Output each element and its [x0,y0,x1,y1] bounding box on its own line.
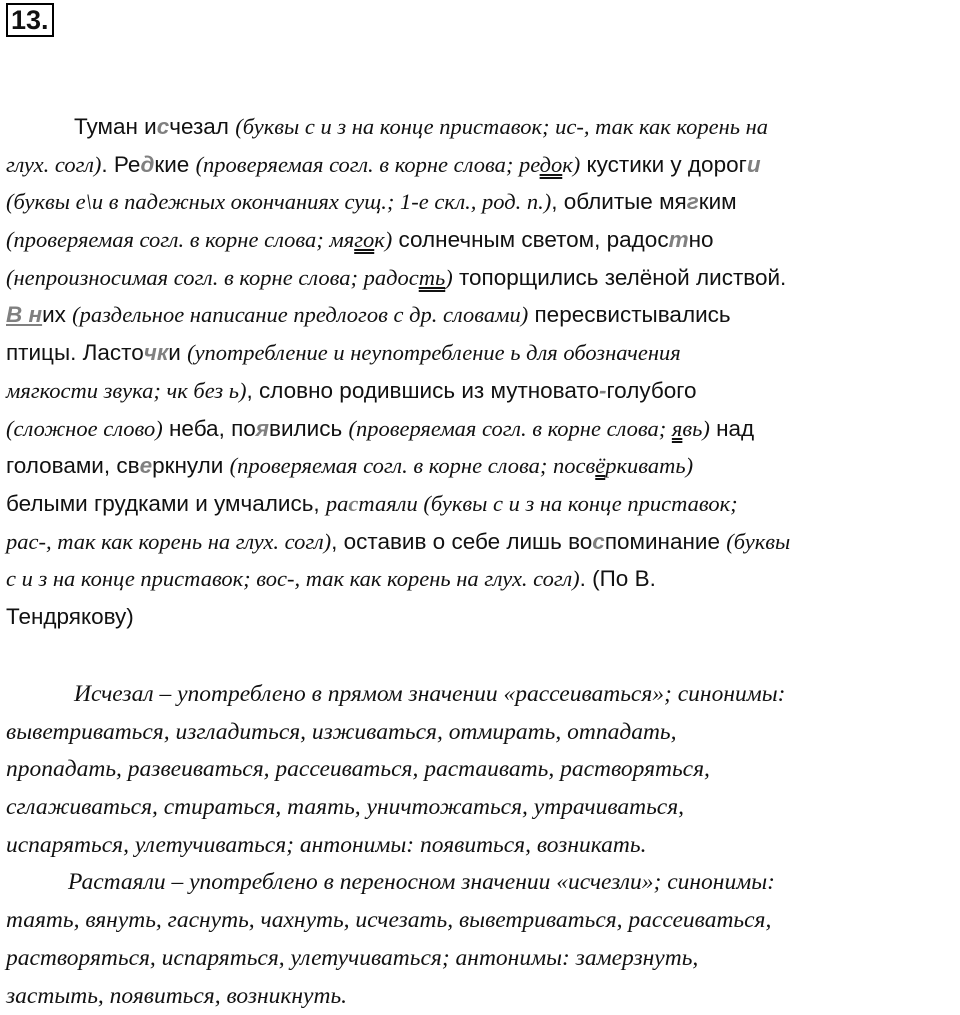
rule-comment: (проверяемая согл. в корне слова; посвёркивать) [230,453,694,478]
main-text [6,108,958,636]
text-line: глух. согл). Редкие (проверяемая согл. в корне слова; редок) кустики у дороги [6,146,958,184]
highlighted-letter: я [256,416,269,441]
rule-comment: растаяли (буквы с и з на конце приставок; [326,491,738,516]
text-line: (непроизносимая согл. в корне слова; радость) топорщились зелёной листвой. [6,259,958,297]
word-analysis [6,676,958,1015]
text-line: мягкости звука; чк без ь), словно родившись из мутновато-голубого [6,372,958,410]
text-line: (буквы е\и в падежных окончаниях сущ.; 1-е скл., род. п.), облитые мягким [6,183,958,221]
highlighted-letter: В н [6,302,42,327]
analysis-line: сглаживаться, стираться, таять, уничтожаться, утрачиваться, [6,789,958,827]
rule-comment: мягкости звука; чк без ь) [6,378,247,403]
highlighted-letter: т [669,227,689,252]
text-line: Тендрякову) [6,598,958,636]
rule-comment: (буквы с и з на конце приставок; ис-, так как корень на [235,114,768,139]
rule-comment: (раздельное написание предлогов с др. словами) [72,302,528,327]
analysis-line: Растаяли – употреблено в переносном значении «исчезли»; синонимы: [6,864,958,902]
analysis-line: испаряться, улетучиваться; антонимы: появиться, возникать. [6,827,958,865]
text-line: птицы. Ласточки (употребление и неупотребление ь для обозначения [6,334,958,372]
analysis-line: пропадать, развеиваться, рассеиваться, растаивать, растворяться, [6,751,958,789]
rule-comment: рас-, так как корень на глух. согл) [6,529,331,554]
highlighted-letter: д [140,152,154,177]
analysis-line: выветриваться, изгладиться, изживаться, отмирать, отпадать, [6,714,958,752]
analysis-line: Исчезал – употреблено в прямом значении «рассеиваться»; синонимы: [6,676,958,714]
highlighted-letter: с [348,491,358,516]
rule-comment: (буквы [726,529,790,554]
highlighted-letter: - [599,378,607,403]
rule-comment: (непроизносимая согл. в корне слова; радость) [6,265,453,290]
text-line: В них (раздельное написание предлогов с др. словами) пересвистывались [6,296,958,334]
highlighted-letter: с [592,529,605,554]
text-line: Туман исчезал (буквы с и з на конце приставок; ис-, так как корень на [6,108,958,146]
highlighted-letter: чк [144,340,169,365]
rule-comment: (проверяемая согл. в корне слова; явь) [348,416,709,441]
rule-comment: глух. согл) [6,152,101,177]
rule-comment: (буквы е\и в падежных окончаниях сущ.; 1-е скл., род. п.) [6,189,551,214]
text-line: головами, сверкнули (проверяемая согл. в корне слова; посвёркивать) [6,447,958,485]
rule-comment: (проверяемая согл. в корне слова; редок) [196,152,581,177]
highlighted-letter: е [140,453,153,478]
text-line: (сложное слово) неба, появились (проверяемая согл. в корне слова; явь) над [6,410,958,448]
rule-comment: (проверяемая согл. в корне слова; мягок) [6,227,392,252]
text-line: белыми грудками и умчались, растаяли (буквы с и з на конце приставок; [6,485,958,523]
analysis-line: таять, вянуть, гаснуть, чахнуть, исчезать, выветриваться, рассеиваться, [6,902,958,940]
text-line: (проверяемая согл. в корне слова; мягок) солнечным светом, радостно [6,221,958,259]
rule-comment: (употребление и неупотребление ь для обозначения [187,340,681,365]
highlighted-letter: и [747,152,761,177]
rule-comment: (сложное слово) [6,416,163,441]
text-line: с и з на конце приставок; вос-, так как корень на глух. согл). (По В. [6,560,958,598]
text-line: рас-, так как корень на глух. согл), оставив о себе лишь воспоминание (буквы [6,523,958,561]
highlighted-letter: г [687,189,699,214]
analysis-line: растворяться, испаряться, улетучиваться; антонимы: замерзнуть, [6,940,958,978]
rule-comment: с и з на конце приставок; вос-, так как корень на глух. согл) [6,566,580,591]
highlighted-letter: с [157,114,170,139]
analysis-line: застыть, появиться, возникнуть. [6,978,958,1015]
exercise-number: 13. [6,3,54,37]
